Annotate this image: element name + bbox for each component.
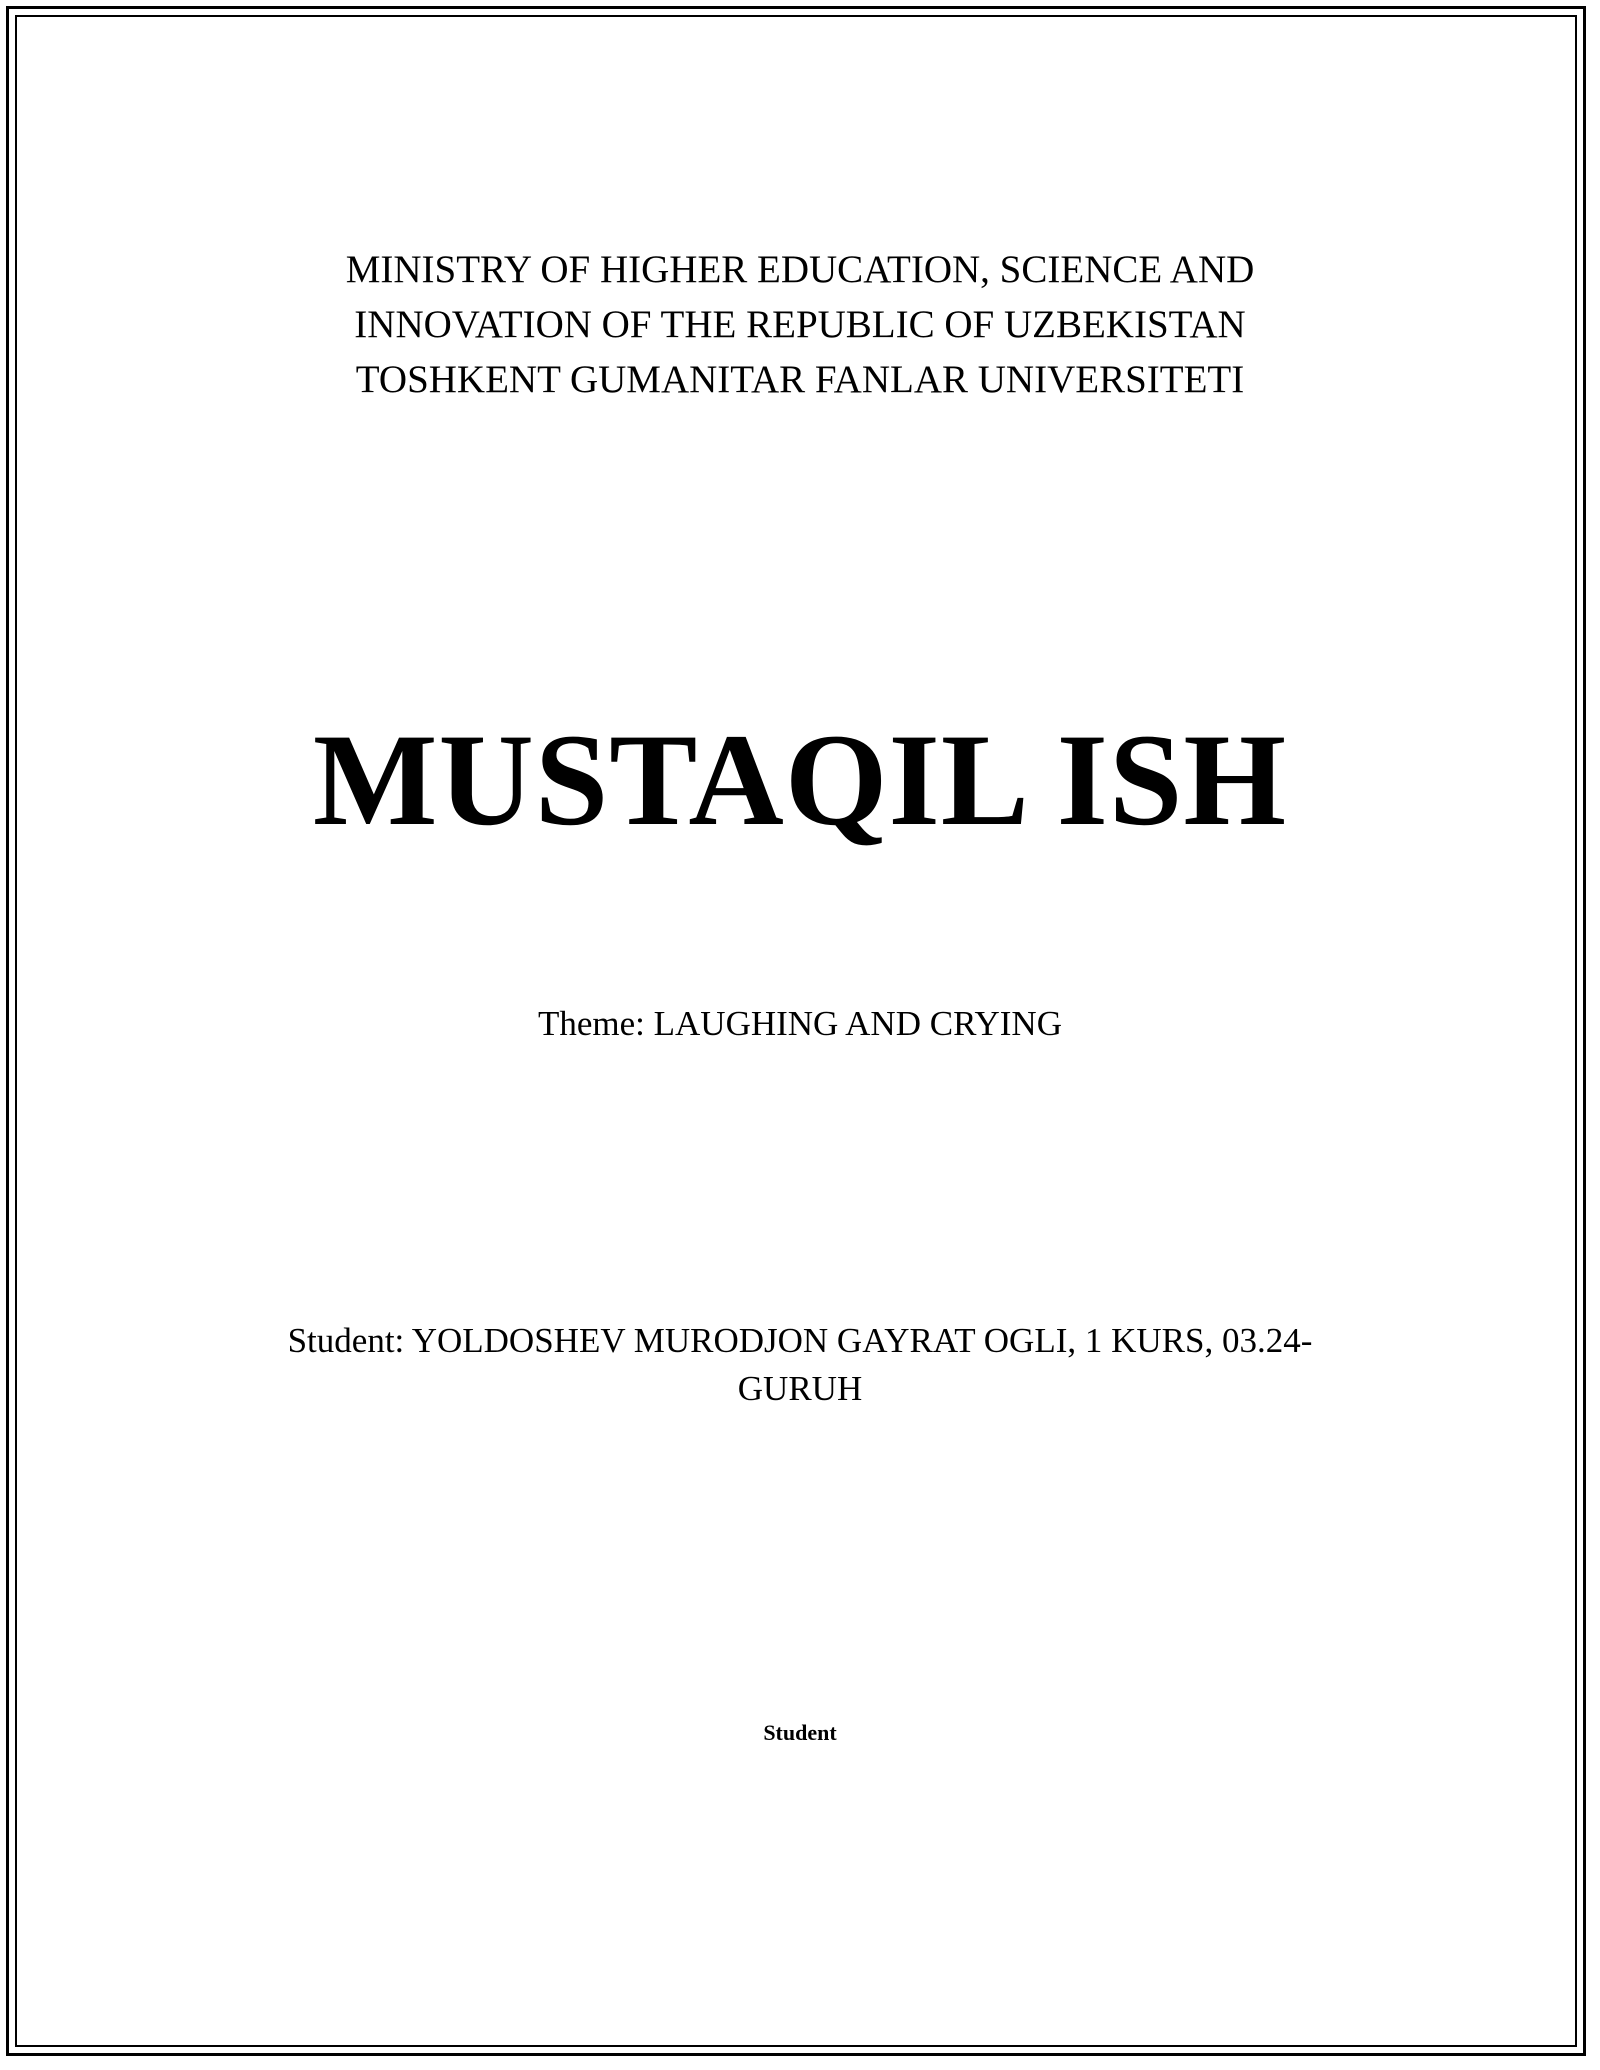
header-line-ministry: MINISTRY OF HIGHER EDUCATION, SCIENCE AND — [345, 248, 1255, 291]
student-footer-label: Student — [763, 1720, 837, 1745]
header-line-university: TOSHKENT GUMANITAR FANLAR UNIVERSITETI — [355, 358, 1245, 401]
student-info-line-2: GURUH — [737, 1369, 863, 1408]
student-info-line-1: Student: YOLDOSHEV MURODJON GAYRAT OGLI, 1 KURS, 03.24- — [287, 1321, 1313, 1360]
student-info — [250, 1317, 1350, 1413]
document-title: MUSTAQIL ISH — [312, 706, 1288, 853]
header-line-republic: INNOVATION OF THE REPUBLIC OF UZBEKISTAN — [354, 303, 1246, 346]
theme-line: Theme: LAUGHING AND CRYING — [538, 1004, 1062, 1043]
ministry-header — [0, 242, 1600, 407]
